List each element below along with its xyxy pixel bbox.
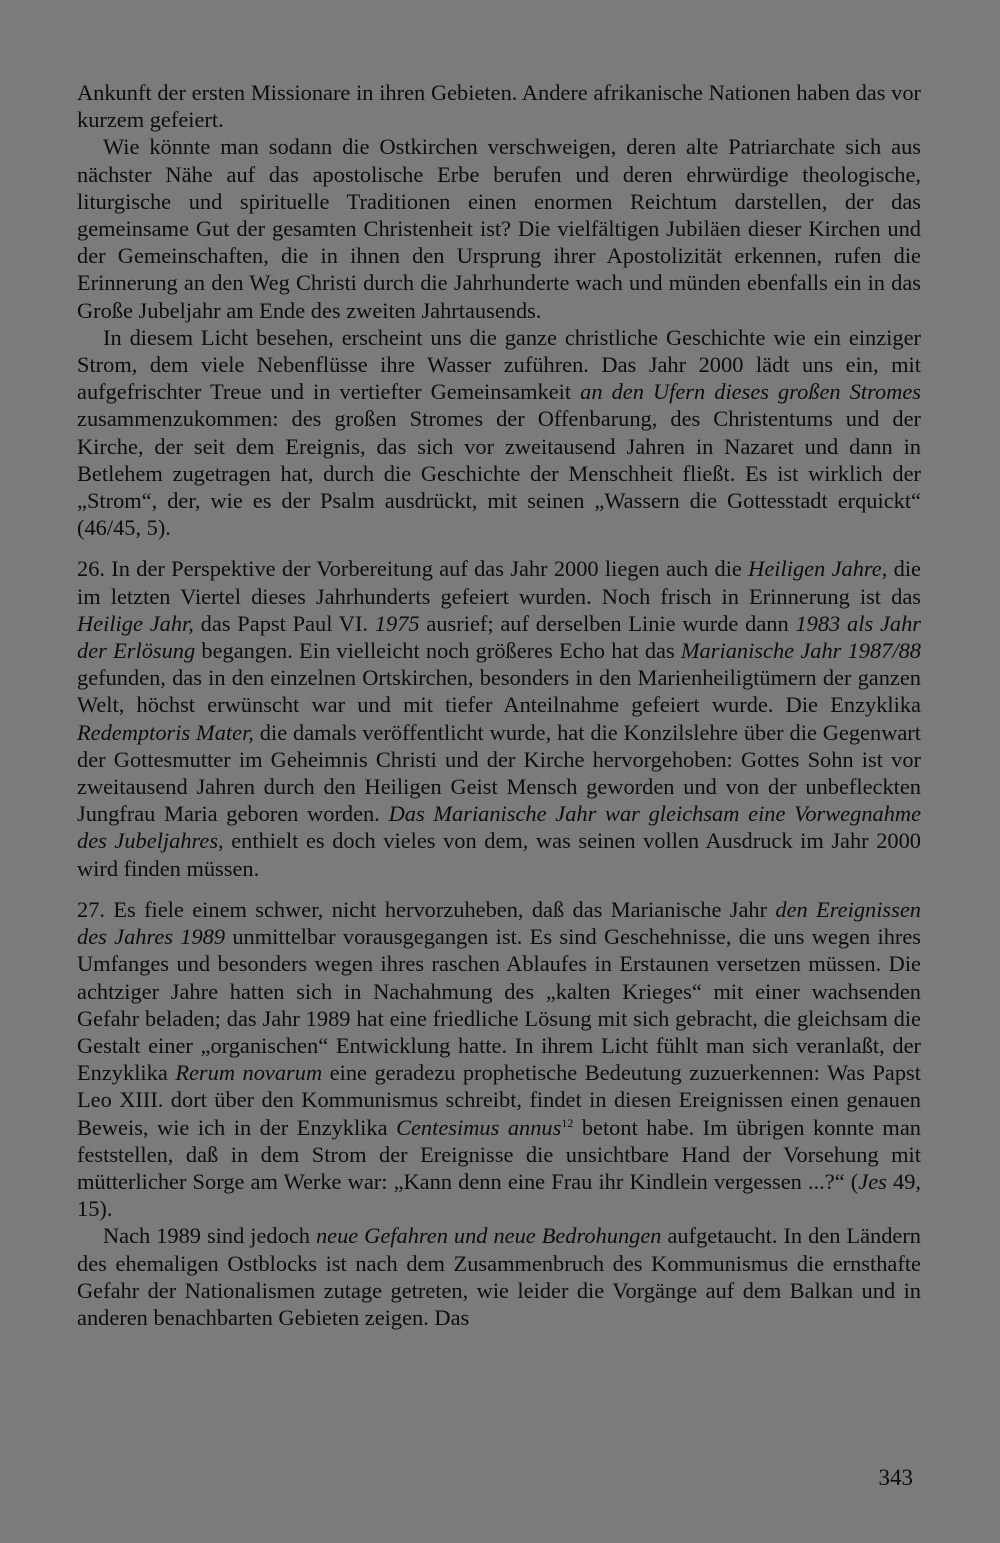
text-run: Wie könnte man sodann die Ostkirchen verschweigen, deren alte Patriarchate sich aus nächster Nähe auf das apostolische Erbe berufen und deren ehrwürdige theologische, liturgische und spirituelle Traditionen einen enormen Reichtum darstellen, der das gemeinsame Gut der gesamten Christenheit ist? Die vielfältigen Jubiläen dieser Kirchen und der Gemeinschaften, die in ihnen den Ursprung ihrer Apostolizität erkennen, rufen die Erinnerung an den Weg Christi durch die Jahrhunderte wach und münden ebenfalls ein in das Große Jubeljahr am Ende des zweiten Jahrtausends. — [77, 134, 921, 323]
italic-text: Rerum novarum — [175, 1060, 323, 1086]
page-number: 343 — [878, 1465, 913, 1490]
text-run: zusammenzukommen: des großen Stromes der Offenbarung, des Christentums und der Kirche, der seit dem Ereignis, das sich vor zweitausend Jahren in Nazaret und dann in Betlehem zugetragen hat, durch die Geschichte der Menschheit fließt. Es ist wirklich der „Strom“, der, wie es der Psalm ausdrückt, mit seinen „Wassern die Gottesstadt erquickt“ (46/45, 5). — [77, 406, 921, 541]
italic-text: Heilige Jahr, — [77, 610, 194, 636]
italic-text: Centesimus annus — [396, 1114, 562, 1140]
text-run: unmittelbar vorausgegangen ist. Es sind Geschehnisse, die uns wegen ihres Umfanges und besonders wegen ihres raschen Ablaufes in Erstaunen versetzen müssen. Die achtziger Jahre hatten sich in Nachahmung des „kalten Krieges“ mit einer wachsenden Gefahr beladen; das Jahr 1989 hat eine friedliche Lösung mit sich gebracht, die gleichsam die Gestalt einer „organischen“ Entwicklung hatte. In ihrem Licht fühlt man sich veranlaßt, der Enzyklika — [77, 924, 921, 1086]
text-run: Nach 1989 sind jedoch — [103, 1223, 316, 1249]
paragraph-section-27 — [77, 896, 921, 1222]
italic-text: Das Marianische Jahr war gleichsam eine Vorwegnahme des Jubeljahres, — [77, 801, 922, 854]
text-run: gefunden, das in den einzelnen Ortskirchen, besonders in den Marienheiligtümern der ganzen Welt, höchst erwünscht war und mit tiefer Anteilnahme gefeiert wurde. Die Enzyklika — [77, 665, 921, 718]
paragraph-section-26 — [77, 555, 921, 881]
italic-text: neue Gefahren und neue Bedrohungen — [315, 1223, 662, 1249]
text-run: enthielt es doch vieles von dem, was seinen vollen Ausdruck im Jahr 2000 wird finden müssen. — [77, 828, 921, 881]
italic-text: an den Ufern dieses großen Stromes — [580, 379, 921, 405]
italic-text: 1975 — [374, 610, 420, 636]
italic-text: Marianische Jahr 1987/88 — [680, 638, 921, 664]
italic-text: 1983 als Jahr der Erlösung — [77, 610, 921, 664]
italic-text: Jes — [858, 1168, 887, 1194]
italic-text: Redemptoris Mater, — [77, 719, 254, 745]
text-run: eine geradezu prophetische Bedeutung zuzuerkennen: Was Papst Leo XIII. dort über den Kommunismus schreibt, findet in diesen Ereignissen einen genauen Beweis, wie ich in der Enzyklika — [77, 1060, 921, 1140]
footnote-marker: 12 — [561, 1115, 574, 1130]
text-run: aufgetaucht. In den Ländern des ehemaligen Ostblocks ist nach dem Zusammenbruch des Kommunismus die ernsthafte Gefahr der Nationalismen zutage getreten, wie leider die Vorgänge auf dem Balkan und in anderen benachbarten Gebieten zeigen. Das — [77, 1223, 922, 1330]
text-run: In diesem Licht besehen, erscheint uns die ganze christliche Geschichte wie ein einziger Strom, dem viele Nebenflüsse ihre Wasser zuführen. Das Jahr 2000 lädt uns ein, mit aufgefrischter Treue und in vertiefter Gemeinsamkeit — [77, 324, 921, 405]
text-run: ausrief; auf derselben Linie wurde dann — [419, 610, 796, 636]
italic-text: Heiligen Jahre, — [748, 556, 888, 582]
paragraph-2 — [77, 133, 921, 323]
paragraph-1 — [77, 79, 921, 133]
text-run: betont habe. Im übrigen konnte man feststellen, daß in dem Strom der Ereignisse die unsichtbare Hand der Vorsehung mit mütterlicher Sorge am Werke war: „Kann denn eine Frau ihr Kindlein vergessen ...?“ ( — [77, 1114, 921, 1194]
text-run: 49, 15). — [77, 1168, 921, 1222]
text-run: die im letzten Viertel dieses Jahrhunderts gefeiert wurden. Noch frisch in Erinnerung ist das — [77, 556, 921, 609]
paragraph-3 — [77, 324, 921, 542]
text-run: das Papst Paul VI. — [193, 610, 375, 636]
document-body — [77, 79, 921, 1331]
text-run: 27. Es fiele einem schwer, nicht hervorzuheben, daß das Marianische Jahr — [77, 896, 776, 922]
text-run: 26. In der Perspektive der Vorbereitung auf das Jahr 2000 liegen auch die — [77, 556, 749, 582]
italic-text: den Ereignissen des Jahres 1989 — [77, 896, 921, 950]
text-run: begangen. Ein vielleicht noch größeres Echo hat das — [195, 638, 681, 664]
text-run: die damals veröffentlicht wurde, hat die Konzilslehre über die Gegenwart der Gottesmutter im Geheimnis Christi und der Kirche hervorgehoben: Gottes Sohn ist vor zweitausend Jahren durch den Heiligen Geist Mensch geworden und von der unbefleckten Jungfrau Maria geboren worden. — [77, 719, 921, 827]
text-run: Ankunft der ersten Missionare in ihren Gebieten. Andere afrikanische Nationen haben das vor kurzem gefeiert. — [77, 80, 921, 133]
paragraph-6 — [77, 1222, 921, 1331]
